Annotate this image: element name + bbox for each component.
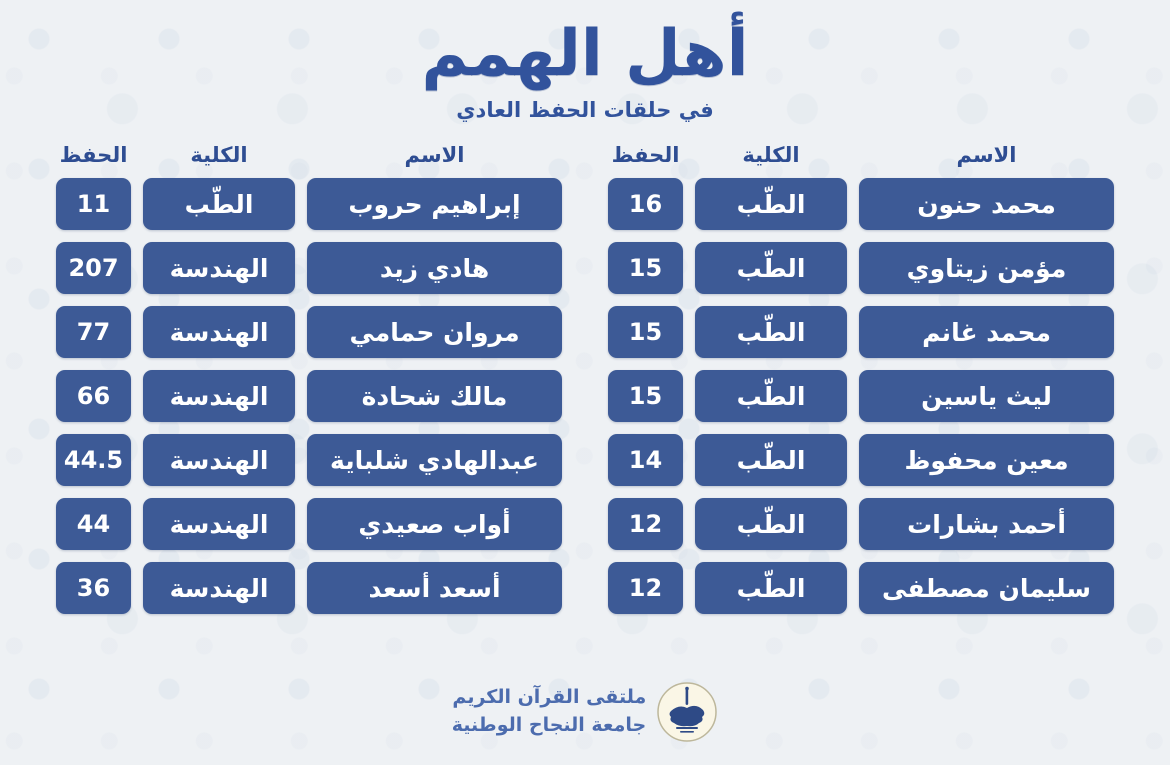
score-cell: 44 [56,498,131,550]
table-right [608,140,1114,614]
table-rows-left [56,178,562,614]
college-cell: الهندسة [143,242,295,294]
score-cell: 12 [608,498,683,550]
table-row [56,178,562,230]
college-cell: الطّب [695,434,847,486]
column-header-score: الحفظ [59,143,128,167]
poster-footer [0,681,1170,743]
student-name-cell: ليث ياسين [859,370,1114,422]
score-cell: 207 [56,242,131,294]
table-row [608,178,1114,230]
score-cell: 15 [608,242,683,294]
tables-area [0,140,1170,614]
college-cell: الطّب [143,178,295,230]
column-header-college: الكلية [190,143,248,167]
student-name-cell: أواب صعيدي [307,498,562,550]
college-cell: الطّب [695,178,847,230]
college-cell: الطّب [695,562,847,614]
column-header-score: الحفظ [611,143,680,167]
score-cell: 77 [56,306,131,358]
college-cell: الهندسة [143,434,295,486]
column-headers-left [56,140,562,170]
poster-header [0,0,1170,122]
column-header-college: الكلية [742,143,800,167]
table-row [56,434,562,486]
quran-forum-logo-icon [656,681,718,743]
table-row [608,370,1114,422]
score-cell: 15 [608,306,683,358]
table-row [56,242,562,294]
table-row [56,370,562,422]
student-name-cell: مؤمن زيتاوي [859,242,1114,294]
college-cell: الهندسة [143,306,295,358]
college-cell: الهندسة [143,370,295,422]
college-cell: الطّب [695,242,847,294]
college-cell: الهندسة [143,498,295,550]
table-left [56,140,562,614]
student-name-cell: أسعد أسعد [307,562,562,614]
score-cell: 14 [608,434,683,486]
table-row [608,562,1114,614]
table-row [608,242,1114,294]
column-header-name: الاسم [956,143,1017,167]
score-cell: 66 [56,370,131,422]
organization-text [452,684,646,739]
organization-line1: ملتقى القرآن الكريم [452,686,647,709]
score-cell: 44.5 [56,434,131,486]
college-cell: الطّب [695,306,847,358]
student-name-cell: إبراهيم حروب [307,178,562,230]
college-cell: الهندسة [143,562,295,614]
student-name-cell: أحمد بشارات [859,498,1114,550]
page-title: أهل الهمم [421,17,749,91]
table-row [608,306,1114,358]
page-subtitle: في حلقات الحفظ العادي [456,98,714,122]
score-cell: 12 [608,562,683,614]
table-rows-right [608,178,1114,614]
table-row [608,434,1114,486]
column-header-name: الاسم [404,143,465,167]
score-cell: 36 [56,562,131,614]
college-cell: الطّب [695,498,847,550]
student-name-cell: هادي زيد [307,242,562,294]
student-name-cell: معين محفوظ [859,434,1114,486]
student-name-cell: مروان حمامي [307,306,562,358]
score-cell: 15 [608,370,683,422]
table-row [608,498,1114,550]
column-headers-right [608,140,1114,170]
organization-line2: جامعة النجاح الوطنية [451,714,647,736]
table-row [56,306,562,358]
student-name-cell: محمد غانم [859,306,1114,358]
table-row [56,498,562,550]
student-name-cell: مالك شحادة [307,370,562,422]
student-name-cell: سليمان مصطفى [859,562,1114,614]
table-row [56,562,562,614]
score-cell: 11 [56,178,131,230]
student-name-cell: محمد حنون [859,178,1114,230]
score-cell: 16 [608,178,683,230]
college-cell: الطّب [695,370,847,422]
student-name-cell: عبدالهادي شلباية [307,434,562,486]
